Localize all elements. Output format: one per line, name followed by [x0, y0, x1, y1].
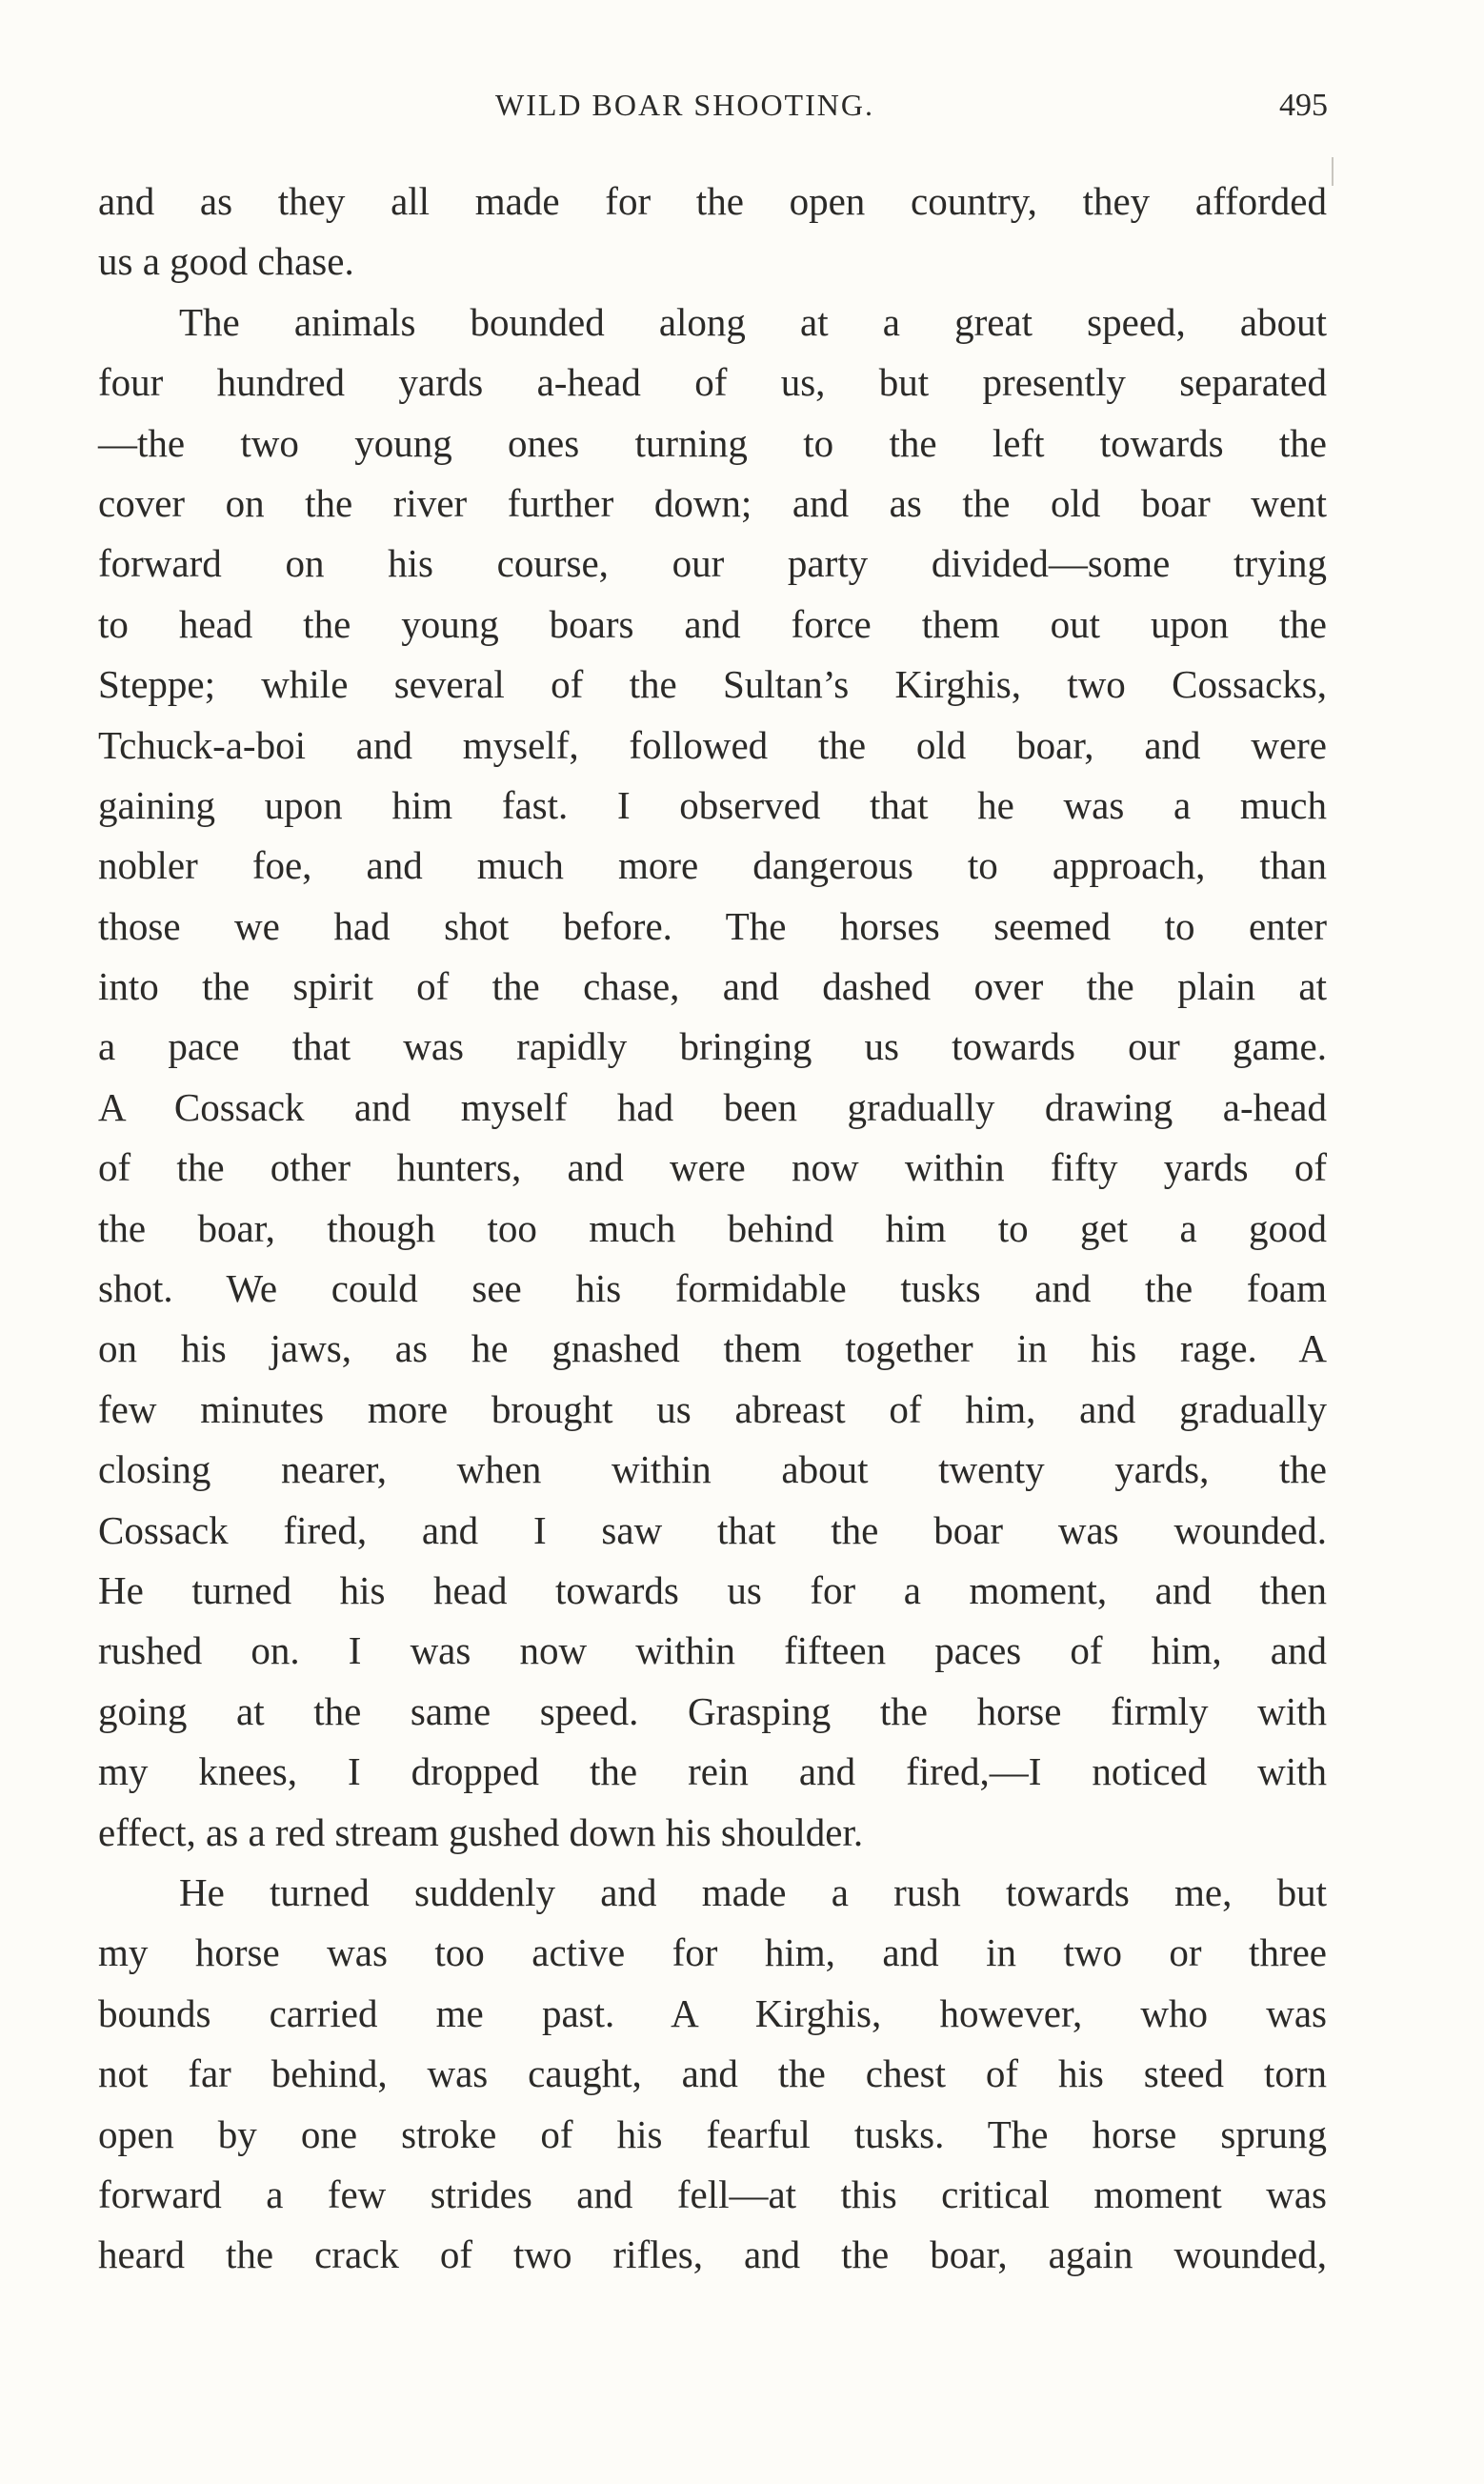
text-line: shot. We could see his formidable tusks and the foam — [98, 1266, 1327, 1311]
text-line: not far behind, was caught, and the chest of his steed torn — [98, 2051, 1327, 2096]
text-line: He turned suddenly and made a rush towards me, but — [179, 1869, 1327, 1914]
text-line: the boar, though too much behind him to get a good — [98, 1205, 1327, 1250]
text-line: four hundred yards a-head of us, but presently separated — [98, 360, 1327, 405]
text-line: to head the young boars and force them out upon the — [98, 601, 1327, 646]
text-line: He turned his head towards us for a moment, and then — [98, 1567, 1327, 1612]
running-head — [0, 88, 1484, 135]
text-line: us a good chase. — [98, 239, 354, 284]
text-line: Steppe; while several of the Sultan’s Kirghis, two Cossacks, — [98, 662, 1327, 707]
text-line: into the spirit of the chase, and dashed over the plain at — [98, 964, 1327, 1009]
text-line: cover on the river further down; and as the old boar went — [98, 480, 1327, 525]
text-line: Tchuck-a-boi and myself, followed the old boar, and were — [98, 722, 1327, 767]
text-line: a pace that was rapidly bringing us towards our game. — [98, 1024, 1327, 1069]
text-line: of the other hunters, and were now within fifty yards of — [98, 1145, 1327, 1190]
text-line: gaining upon him fast. I observed that he was a much — [98, 782, 1327, 827]
text-line: The animals bounded along at a great speed, about — [179, 299, 1327, 344]
text-line: rushed on. I was now within fifteen paces of him, and — [98, 1628, 1327, 1673]
running-title: WILD BOAR SHOOTING. — [495, 88, 874, 122]
text-line: few minutes more brought us abreast of him, and gradually — [98, 1386, 1327, 1431]
text-line: open by one stroke of his fearful tusks. The horse sprung — [98, 2111, 1327, 2156]
text-line: Cossack fired, and I saw that the boar was wounded. — [98, 1507, 1327, 1552]
text-line: A Cossack and myself had been gradually drawing a-head — [98, 1084, 1327, 1129]
text-line: my horse was too active for him, and in two or three — [98, 1930, 1327, 1975]
page-number: 495 — [1279, 88, 1328, 123]
text-line: and as they all made for the open country, they afforded — [98, 179, 1327, 223]
text-line: those we had shot before. The horses seemed to enter — [98, 903, 1327, 948]
text-line: —the two young ones turning to the left towards the — [98, 420, 1327, 465]
text-line: going at the same speed. Grasping the horse firmly with — [98, 1688, 1327, 1733]
text-line: effect, as a red stream gushed down his shoulder. — [98, 1809, 864, 1854]
text-line: my knees, I dropped the rein and fired,—I noticed with — [98, 1749, 1327, 1794]
text-line: forward a few strides and fell—at this critical moment was — [98, 2171, 1327, 2216]
text-line: closing nearer, when within about twenty yards, the — [98, 1447, 1327, 1492]
text-line: forward on his course, our party divided—some trying — [98, 541, 1327, 586]
page-edge-mark — [1332, 157, 1334, 186]
body-text — [98, 172, 1327, 2286]
text-line: heard the crack of two rifles, and the boar, again wounded, — [98, 2232, 1327, 2277]
text-line: bounds carried me past. A Kirghis, however, who was — [98, 1990, 1327, 2035]
text-line: on his jaws, as he gnashed them together in his rage. A — [98, 1326, 1327, 1371]
text-line: nobler foe, and much more dangerous to approach, than — [98, 843, 1327, 888]
